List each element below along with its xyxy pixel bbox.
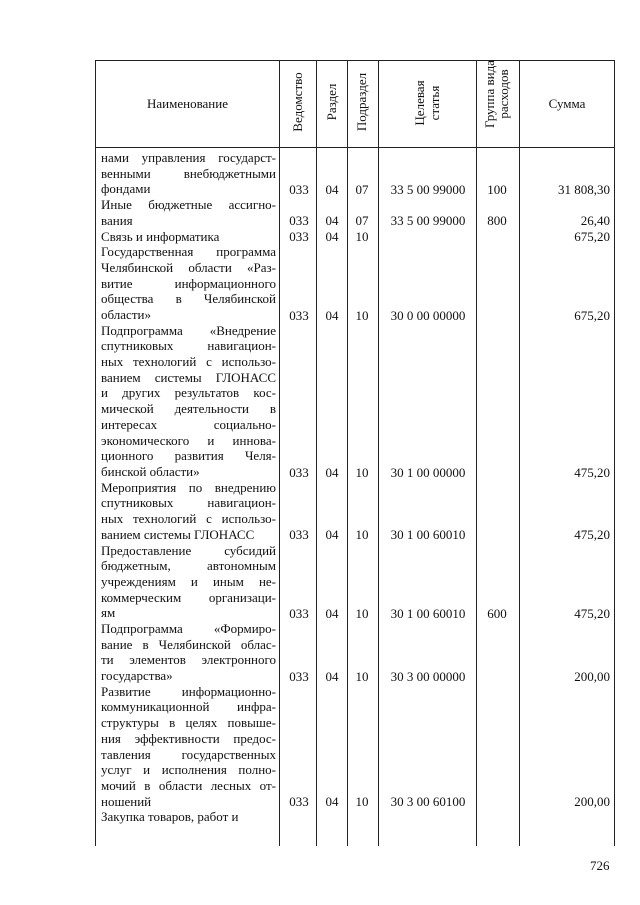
row-podrazdel: 10 [355, 229, 369, 244]
row-name-line: венными внебюджетными [101, 165, 276, 181]
row-name-line: и других результатов кос- [101, 385, 276, 401]
row-name-line: экономического и иннова- [101, 432, 276, 448]
row-name-line: нами управления государст- [101, 150, 276, 165]
row-razdel: 04 [325, 181, 339, 197]
col-divider-3 [347, 60, 348, 846]
row-name-line: Связь и информатика [101, 228, 220, 244]
row-celevaya: 30 1 00 00000 [390, 464, 466, 480]
table-left-border [95, 60, 96, 846]
row-celevaya: 30 3 00 60100 [390, 794, 466, 810]
row-summa: 475,20 [574, 527, 610, 543]
row-name-line: общества в Челябинской [101, 291, 276, 307]
header-gruppa-text: Группа вида расходов [482, 60, 511, 128]
row-name-line: Предоставление субсидий [101, 542, 276, 558]
row-gruppa: 100 [487, 181, 507, 197]
row-celevaya: 30 1 00 60010 [390, 527, 466, 543]
header-razdel: Раздел [324, 83, 339, 121]
row-vedomstvo: 033 [289, 213, 309, 229]
header-gruppa [483, 54, 511, 134]
row-name-line: Государственная программа [101, 244, 276, 260]
row-vedomstvo: 033 [289, 794, 309, 810]
header-bottom-border [95, 147, 614, 148]
col-divider-6 [519, 60, 520, 846]
row-gruppa: 600 [487, 605, 507, 621]
row-name-line: витие информационного [101, 275, 276, 291]
row-summa: 475,20 [574, 605, 610, 621]
header-podrazdel: Подраздел [354, 72, 369, 132]
row-vedomstvo: 033 [289, 527, 309, 543]
page-number: 726 [590, 858, 610, 873]
row-razdel: 04 [325, 668, 339, 684]
row-name [101, 244, 276, 322]
row-name-line: Развитие информационно- [101, 683, 276, 699]
row-celevaya: 30 0 00 00000 [390, 307, 466, 323]
table-right-border [614, 60, 615, 846]
row-vedomstvo: 033 [289, 307, 309, 323]
row-podrazdel: 07 [355, 213, 369, 229]
row-razdel: 04 [325, 794, 339, 810]
row-name-line: мочий в области лесных от- [101, 777, 276, 793]
row-celevaya: 30 3 00 00000 [390, 668, 466, 684]
row-razdel: 04 [325, 229, 339, 244]
row-name-line: ных технологий с использо- [101, 511, 276, 527]
row-name-line: государства» [101, 668, 173, 684]
row-summa: 675,20 [574, 229, 610, 244]
row-name-line: ванием системы ГЛОНАСС [101, 369, 276, 385]
row-razdel: 04 [325, 307, 339, 323]
row-name-line: спутниковых навигацион- [101, 495, 276, 511]
row-name-line: тавления государственных [101, 746, 276, 762]
row-name-line: бюджетным, автономным [101, 558, 276, 574]
row-razdel: 04 [325, 213, 339, 229]
row-name-line: мической деятельности в [101, 401, 276, 417]
row-name-line: ционного развития Челя- [101, 448, 276, 464]
col-divider-5 [476, 60, 477, 846]
row-name [101, 684, 276, 810]
row-razdel: 04 [325, 605, 339, 621]
row-name-line: вания [101, 212, 133, 228]
row-name [101, 543, 276, 621]
row-podrazdel: 10 [355, 464, 369, 480]
row-vedomstvo: 033 [289, 229, 309, 244]
header-summa: Сумма [548, 96, 586, 111]
row-name-line: ти элементов электронного [101, 652, 276, 668]
row-name [101, 480, 276, 543]
row-name-line: структуры в целях повыше- [101, 715, 276, 731]
col-divider-1 [279, 60, 280, 846]
row-summa: 200,00 [574, 794, 610, 810]
row-vedomstvo: 033 [289, 605, 309, 621]
row-summa: 475,20 [574, 464, 610, 480]
row-name [101, 197, 276, 228]
row-celevaya: 30 1 00 60010 [390, 605, 466, 621]
header-celevaya-text: Целевая статья [412, 80, 442, 126]
row-name-line: ям [101, 605, 116, 621]
row-name-line: Подпрограмма «Формиро- [101, 621, 276, 636]
row-name-line: Челябинской области «Раз- [101, 259, 276, 275]
row-gruppa: 800 [487, 213, 507, 229]
header-celevaya [412, 63, 442, 143]
row-podrazdel: 10 [355, 794, 369, 810]
row-vedomstvo: 033 [289, 668, 309, 684]
row-name-line: ванием системы ГЛОНАСС [101, 526, 255, 542]
row-name-line: фондами [101, 181, 151, 197]
row-summa: 26,40 [580, 213, 610, 229]
row-name-line: коммерческим организаци- [101, 589, 276, 605]
row-name [101, 150, 276, 197]
row-name-line: Мероприятия по внедрению [101, 479, 276, 495]
row-name-line: учреждениям и иным не- [101, 573, 276, 589]
row-summa: 31 808,30 [558, 181, 610, 197]
row-podrazdel: 10 [355, 668, 369, 684]
row-name [101, 809, 276, 825]
col-divider-4 [378, 60, 379, 846]
row-vedomstvo: 033 [289, 181, 309, 197]
row-podrazdel: 10 [355, 605, 369, 621]
row-celevaya: 33 5 00 99000 [390, 181, 466, 197]
row-name-line: спутниковых навигацион- [101, 338, 276, 354]
row-name [101, 621, 276, 684]
row-name [101, 229, 276, 245]
table-top-border [95, 60, 614, 61]
row-razdel: 04 [325, 527, 339, 543]
row-name-line: Подпрограмма «Внедрение [101, 322, 276, 338]
col-divider-2 [316, 60, 317, 846]
row-name-line: ных технологий с использо- [101, 354, 276, 370]
row-name-line: Иные бюджетные ассигно- [101, 197, 276, 213]
row-podrazdel: 07 [355, 181, 369, 197]
row-celevaya: 33 5 00 99000 [390, 213, 466, 229]
row-name-line: коммуникационной инфра- [101, 699, 276, 715]
row-name-line: бинской области» [101, 463, 200, 479]
header-name: Наименование [147, 96, 228, 111]
row-name-line: интересах социально- [101, 416, 276, 432]
row-razdel: 04 [325, 464, 339, 480]
row-summa: 675,20 [574, 307, 610, 323]
header-vedomstvo: Ведомство [290, 72, 305, 132]
row-podrazdel: 10 [355, 307, 369, 323]
row-vedomstvo: 033 [289, 464, 309, 480]
row-name-line: ношений [101, 793, 152, 809]
row-name-line: услуг и исполнения полно- [101, 762, 276, 778]
row-podrazdel: 10 [355, 527, 369, 543]
row-summa: 200,00 [574, 668, 610, 684]
row-name-line: Закупка товаров, работ и [101, 809, 239, 825]
row-name [101, 323, 276, 480]
row-name-line: вание в Челябинской облас- [101, 636, 276, 652]
row-name-line: области» [101, 306, 151, 322]
row-name-line: ния эффективности предос- [101, 730, 276, 746]
